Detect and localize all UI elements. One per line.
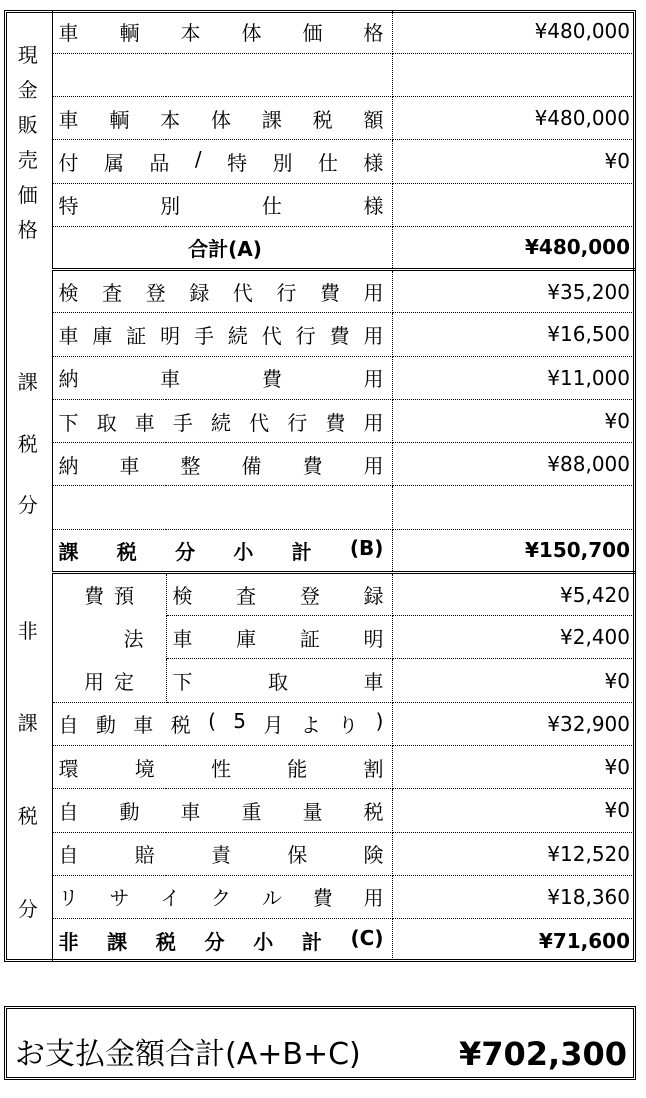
label-char: 庫: [236, 626, 257, 651]
label-char: 様: [363, 194, 384, 219]
label-char: 賠: [134, 843, 155, 868]
label-char: 特: [58, 194, 79, 219]
section-char: 格: [17, 217, 38, 242]
label-char: 行: [295, 323, 316, 348]
item-label: [52, 10, 392, 53]
grand-total-amount: ¥702,300: [458, 1035, 627, 1073]
label-char: 録: [363, 584, 384, 609]
label-char: 手: [172, 410, 193, 435]
label-char: 能: [287, 756, 308, 781]
label-char: 付: [58, 150, 79, 175]
nontaxable-subtotal-label: [52, 919, 392, 962]
label-char: 検: [58, 281, 79, 306]
label-char: 輌: [109, 107, 130, 132]
label-char: 保: [287, 843, 308, 868]
section-char: 売: [17, 147, 38, 172]
label-char: 分: [175, 539, 196, 564]
amount-cell: ¥11,000: [392, 356, 636, 399]
table-row: [4, 356, 636, 399]
amount-cell: ¥0: [392, 659, 636, 702]
label-char: り: [338, 713, 359, 738]
amount-cell: ¥480,000: [392, 97, 636, 140]
label-char: 庫: [92, 323, 113, 348]
price-breakdown-table: [4, 10, 636, 962]
amount-cell: [392, 486, 636, 529]
amount-cell: [392, 53, 636, 96]
label-char: ク: [210, 886, 231, 911]
amount-cell: ¥480,000: [392, 226, 636, 269]
label-char: リ: [58, 886, 79, 911]
section-cash-price: [4, 10, 52, 270]
label-char: 割: [363, 756, 384, 781]
label-char: 査: [236, 584, 257, 609]
label-char: 検: [172, 584, 193, 609]
label-char: 費: [302, 453, 323, 478]
label-char: 環: [58, 756, 79, 781]
label-char: 費: [312, 886, 333, 911]
label-char: 量: [302, 799, 323, 824]
label-char: 属: [103, 150, 124, 175]
amount-cell: ¥0: [392, 789, 636, 832]
section-nontaxable: [4, 572, 52, 962]
table-row: [4, 572, 636, 615]
amount-cell: ¥150,700: [392, 529, 636, 572]
label-char: 代: [249, 410, 270, 435]
label-char: 車: [119, 453, 140, 478]
table-row: [4, 702, 636, 745]
label-char: 税: [170, 713, 191, 738]
section-char: 非: [17, 618, 38, 643]
section-char: 金: [17, 77, 38, 102]
table-row: [4, 53, 636, 96]
section-char: 課: [17, 711, 38, 736]
label-char: 用: [363, 323, 384, 348]
label-char: 体: [210, 107, 231, 132]
label-char: 額: [363, 107, 384, 132]
table-row: [4, 746, 636, 789]
label-char: 仕: [317, 150, 338, 175]
label-char: 行: [287, 410, 308, 435]
item-label: [52, 702, 392, 745]
item-label: [166, 572, 392, 615]
amount-cell: ¥18,360: [392, 875, 636, 918]
item-label: [52, 789, 392, 832]
section-char: 価: [17, 182, 38, 207]
label-char: 取: [96, 410, 117, 435]
label-char: 費: [319, 281, 340, 306]
label-char: 動: [119, 799, 140, 824]
taxable-subtotal-label: [52, 529, 392, 572]
section-char: 課: [17, 369, 38, 394]
label-char: 様: [363, 150, 384, 175]
label-char: 車: [134, 410, 155, 435]
label-char: 整: [180, 453, 201, 478]
deposit-fee-label: [52, 572, 166, 615]
label-char: 本: [180, 20, 201, 45]
label-char: 険: [363, 843, 384, 868]
label-char: 行: [276, 281, 297, 306]
label-char: 用: [363, 886, 384, 911]
label-char: /: [194, 146, 202, 171]
amount-cell: ¥0: [392, 399, 636, 442]
amount-cell: ¥12,520: [392, 832, 636, 875]
amount-cell: [392, 183, 636, 226]
label-char: 続: [227, 323, 248, 348]
label-char: 計: [291, 539, 312, 564]
label-char: サ: [109, 886, 130, 911]
table-row: [4, 226, 636, 269]
item-label: [166, 659, 392, 702]
grand-total-label: お支払金額合計(A+B+C): [15, 1037, 361, 1072]
label-char: 続: [211, 410, 231, 435]
section-char: 分: [17, 896, 38, 921]
item-label: [52, 399, 392, 442]
label-char: 品: [149, 150, 170, 175]
label-char: 責: [211, 843, 231, 868]
table-row: [4, 270, 636, 313]
amount-cell: ¥88,000: [392, 443, 636, 486]
item-label: [52, 140, 392, 183]
table-row: [4, 919, 636, 962]
amount-cell: ¥480,000: [392, 10, 636, 53]
label-char: 車: [180, 799, 201, 824]
label-char: 下: [58, 410, 79, 435]
label-char: 税: [363, 799, 384, 824]
table-row: [4, 97, 636, 140]
label-char: ル: [261, 886, 282, 911]
item-label: [52, 443, 392, 486]
label-char: 代: [232, 281, 253, 306]
amount-cell: ¥2,400: [392, 616, 636, 659]
item-label: [52, 97, 392, 140]
label-char: 境: [134, 756, 155, 781]
label-char: 非: [58, 930, 79, 955]
label-char: 車: [160, 367, 181, 392]
item-label: [52, 486, 392, 529]
label-char: (: [208, 709, 216, 734]
deposit-char: 用: [84, 669, 104, 694]
label-char: 査: [102, 281, 123, 306]
deposit-char: 定: [114, 669, 134, 694]
label-char: よ: [300, 713, 321, 738]
label-char: 登: [299, 584, 320, 609]
label-char: 本: [160, 107, 181, 132]
cash-total-label: 合計(A): [52, 226, 392, 269]
label-char: 車: [58, 323, 79, 348]
label-char: 登: [145, 281, 166, 306]
item-label: [52, 832, 392, 875]
label-char: 用: [363, 410, 384, 435]
table-row: [4, 659, 636, 702]
label-char: 課: [58, 539, 79, 564]
label-char: 小: [233, 539, 254, 564]
label-char: 計: [301, 930, 322, 955]
label-char: 納: [58, 453, 79, 478]
label-char: 手: [194, 323, 214, 348]
label-char: 重: [241, 799, 262, 824]
item-label: [52, 875, 392, 918]
table-row: [4, 399, 636, 442]
deposit-char: 法: [123, 626, 144, 651]
table-row: [4, 529, 636, 572]
label-char: 小: [253, 930, 274, 955]
section-char: 現: [17, 43, 38, 67]
table-row: [4, 443, 636, 486]
label-char: 用: [363, 281, 384, 306]
label-char: 税: [116, 539, 137, 564]
label-char: 録: [189, 281, 210, 306]
label-char: 税: [312, 107, 333, 132]
deposit-fee-label: [52, 616, 166, 659]
label-char: 別: [272, 150, 293, 175]
label-char: ): [375, 709, 384, 734]
label-char: 明: [363, 626, 384, 651]
label-char: 証: [126, 323, 147, 348]
table-row: [4, 313, 636, 356]
label-char: 費: [325, 410, 346, 435]
label-char: 車: [58, 20, 79, 45]
label-char: 5: [233, 709, 246, 734]
table-row: [4, 183, 636, 226]
amount-cell: ¥0: [392, 746, 636, 789]
table-row: [4, 486, 636, 529]
label-char: (C): [350, 926, 384, 951]
label-char: 仕: [261, 194, 282, 219]
deposit-char: 費: [84, 584, 104, 609]
label-char: 税: [155, 930, 176, 955]
table-row: [4, 789, 636, 832]
section-char: 税: [17, 431, 38, 456]
amount-cell: ¥0: [392, 140, 636, 183]
label-char: 車: [58, 107, 79, 132]
table-row: [4, 616, 636, 659]
table-row: [4, 10, 636, 53]
item-label: [52, 746, 392, 789]
label-char: 課: [107, 930, 128, 955]
table-row: [4, 832, 636, 875]
label-char: 価: [302, 20, 323, 45]
label-char: 費: [329, 323, 350, 348]
deposit-char: 預: [114, 584, 134, 609]
deposit-fee-label: [52, 659, 166, 702]
label-char: 用: [363, 367, 384, 392]
section-taxable: [4, 270, 52, 573]
label-char: 備: [241, 453, 262, 478]
label-char: 特: [227, 150, 248, 175]
label-char: 輌: [119, 20, 140, 45]
label-char: 自: [58, 843, 79, 868]
label-char: 用: [363, 453, 384, 478]
label-char: 証: [299, 626, 320, 651]
amount-cell: ¥35,200: [392, 270, 636, 313]
label-char: 取: [268, 670, 288, 695]
table-row: [4, 140, 636, 183]
label-char: 格: [363, 20, 384, 45]
label-char: 車: [172, 626, 193, 651]
label-char: 代: [261, 323, 282, 348]
label-char: 車: [133, 713, 154, 738]
label-char: 自: [58, 799, 79, 824]
amount-cell: ¥16,500: [392, 313, 636, 356]
label-char: 課: [261, 107, 282, 132]
section-char: 分: [17, 493, 38, 518]
label-char: 納: [58, 367, 79, 392]
label-char: 自: [58, 713, 79, 738]
section-char: 販: [17, 112, 38, 137]
amount-cell: ¥32,900: [392, 702, 636, 745]
label-char: 費: [261, 367, 282, 392]
table-row: [4, 875, 636, 918]
amount-cell: ¥71,600: [538, 928, 630, 953]
label-char: 分: [204, 930, 225, 955]
item-label: [52, 356, 392, 399]
label-char: 下: [172, 670, 193, 695]
label-char: イ: [160, 886, 181, 911]
label-char: 動: [95, 713, 116, 738]
label-char: 明: [160, 323, 181, 348]
item-label: [52, 270, 392, 313]
item-label: [52, 313, 392, 356]
item-label: [52, 183, 392, 226]
amount-cell: ¥5,420: [392, 572, 636, 615]
item-label: [166, 616, 392, 659]
grand-total-box: [4, 1006, 636, 1080]
section-char: 税: [17, 804, 38, 829]
item-label: [52, 53, 392, 96]
label-char: 性: [211, 756, 231, 781]
label-char: 月: [263, 713, 284, 738]
label-char: (B): [349, 535, 384, 560]
label-char: 別: [160, 194, 181, 219]
label-char: 体: [241, 20, 262, 45]
label-char: 車: [363, 670, 384, 695]
